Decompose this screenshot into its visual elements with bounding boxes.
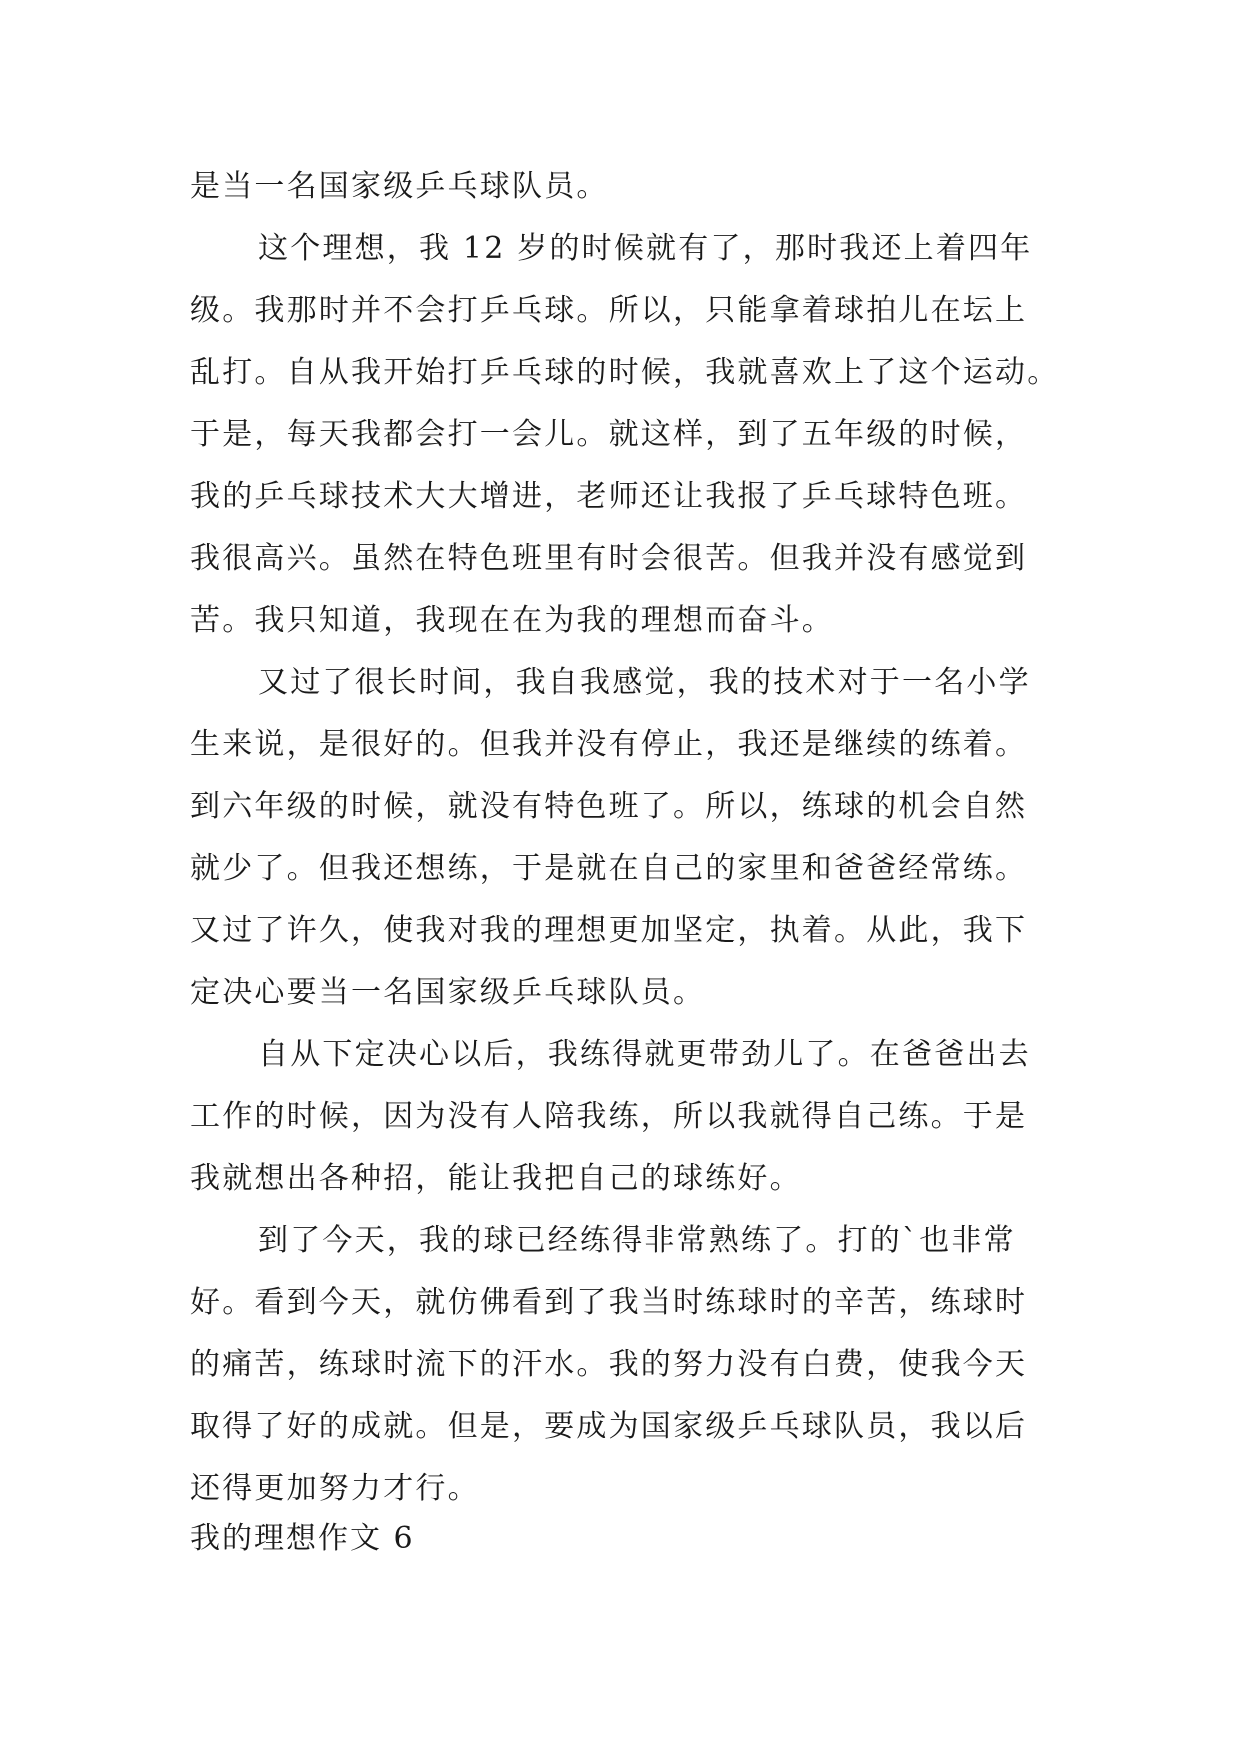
- essay-heading: 我的理想作文 6: [190, 1521, 415, 1556]
- text-line: 生来说，是很好的。但我并没有停止，我还是继续的练着。: [190, 727, 1028, 762]
- text-line: 自从下定决心以后，我练得就更带劲儿了。在爸爸出去: [258, 1037, 1031, 1072]
- text-line: 我就想出各种招，能让我把自己的球练好。: [190, 1161, 802, 1196]
- text-line: 级。我那时并不会打乒乓球。所以，只能拿着球拍儿在坛上: [190, 293, 1028, 328]
- text-line: 这个理想，我 12 岁的时候就有了，那时我还上着四年: [258, 231, 1033, 266]
- text-line: 还得更加努力才行。: [190, 1471, 480, 1506]
- text-line: 是当一名国家级乒乓球队员。: [190, 169, 609, 204]
- text-line: 就少了。但我还想练，于是就在自己的家里和爸爸经常练。: [190, 851, 1028, 886]
- text-line: 到了今天，我的球已经练得非常熟练了。打的`也非常: [258, 1223, 1016, 1258]
- text-line: 又过了许久，使我对我的理想更加坚定，执着。从此，我下: [190, 913, 1028, 948]
- text-line: 又过了很长时间，我自我感觉，我的技术对于一名小学: [258, 665, 1031, 700]
- text-line: 好。看到今天，就仿佛看到了我当时练球时的辛苦，练球时: [190, 1285, 1028, 1320]
- text-line: 到六年级的时候，就没有特色班了。所以，练球的机会自然: [190, 789, 1028, 824]
- text-line: 定决心要当一名国家级乒乓球队员。: [190, 975, 706, 1010]
- essay-body: [190, 156, 1060, 1520]
- text-line: 苦。我只知道，我现在在为我的理想而奋斗。: [190, 603, 834, 638]
- text-line: 取得了好的成就。但是，要成为国家级乒乓球队员，我以后: [190, 1409, 1028, 1444]
- text-line: 工作的时候，因为没有人陪我练，所以我就得自己练。于是: [190, 1099, 1028, 1134]
- text-line: 于是，每天我都会打一会儿。就这样，到了五年级的时候，: [190, 417, 1028, 452]
- text-line: 的痛苦，练球时流下的汗水。我的努力没有白费，使我今天: [190, 1347, 1028, 1382]
- text-line: 我的乒乓球技术大大增进，老师还让我报了乒乓球特色班。: [190, 479, 1028, 514]
- text-line: 乱打。自从我开始打乒乓球的时候，我就喜欢上了这个运动。: [190, 355, 1060, 390]
- text-line: 我很高兴。虽然在特色班里有时会很苦。但我并没有感觉到: [190, 541, 1028, 576]
